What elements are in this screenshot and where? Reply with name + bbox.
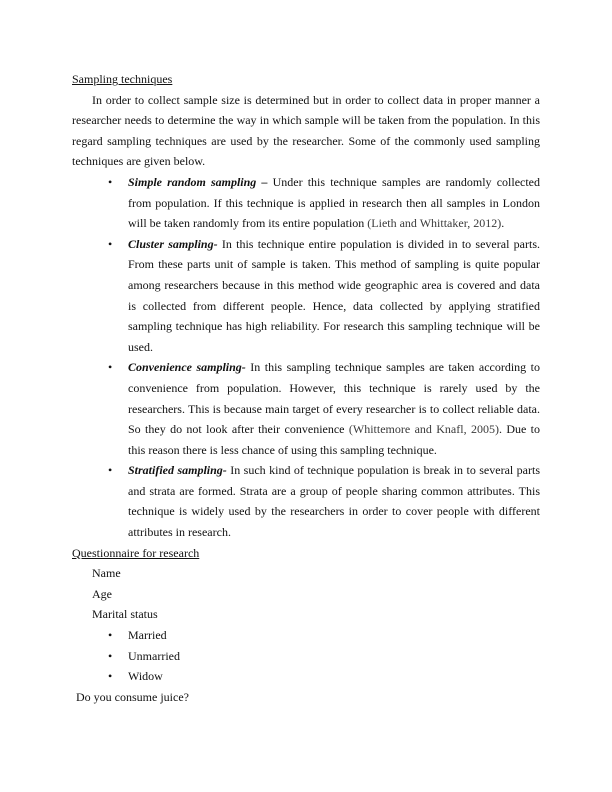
bullet-icon: • — [108, 463, 113, 478]
technique-text-after: . — [501, 216, 505, 231]
questionnaire-heading: Questionnaire for research — [72, 545, 200, 560]
technique-term: Stratified sampling- — [128, 463, 227, 478]
technique-text-after: . Due to this reason there is less chance of using this sampling technique. — [128, 422, 541, 457]
list-item-convenience — [108, 357, 541, 460]
marital-options-list — [72, 625, 540, 687]
technique-text: In this technique entire population is divided in to several parts. From these parts unit of sample is taken. This method of sampling is quite popular among researchers because in this method wide geographic area is covered and data is collected from different people. Hence, data collected by applying stratified sampling technique has high reliability. For research this sampling technique will be used. — [128, 236, 540, 354]
option-label: Married — [128, 628, 167, 643]
list-item-stratified — [108, 460, 541, 542]
page-content — [72, 69, 540, 707]
citation: (Whittemore and Knafl, 2005) — [348, 422, 499, 437]
name-field-label: Name — [92, 566, 121, 581]
sampling-heading: Sampling techniques — [72, 72, 173, 86]
technique-term: Convenience sampling- — [128, 360, 246, 375]
option-widow — [108, 666, 540, 687]
sampling-intro-paragraph: In order to collect sample size is determined but in order to collect data in proper manner a researcher needs to determine the way in which sample will be taken from the population. In this regard sampling techniques are used by the researcher. Some of the commonly used sampling techniques are given below. — [72, 92, 540, 169]
list-item-cluster — [108, 234, 540, 358]
option-married — [108, 625, 540, 646]
juice-question: Do you consume juice? — [76, 689, 189, 704]
sampling-techniques-list — [72, 172, 540, 543]
age-field-label: Age — [92, 586, 112, 601]
bullet-icon: • — [108, 648, 113, 663]
list-item-simple-random — [108, 172, 541, 234]
technique-text: In this sampling technique samples are taken according to convenience from population. However, this technique is rarely used by the researchers. This is because main target of every researcher is to collect reliable data. So they do not look after their convenience — [128, 360, 540, 437]
technique-text: Under this technique samples are randomly collected from population. If this technique is applied in research then all samples in London will be taken randomly from its entire population — [128, 174, 541, 231]
technique-term: Cluster sampling- — [128, 236, 218, 251]
marital-status-label: Marital status — [92, 607, 158, 622]
bullet-icon: • — [108, 236, 113, 251]
bullet-icon: • — [108, 628, 113, 643]
bullet-icon: • — [108, 669, 113, 684]
bullet-icon: • — [108, 174, 113, 189]
bullet-icon: • — [108, 360, 113, 375]
option-unmarried — [108, 646, 540, 667]
option-label: Unmarried — [128, 648, 180, 663]
option-label: Widow — [128, 669, 163, 684]
citation: (Lieth and Whittaker, 2012) — [367, 216, 502, 231]
technique-term: Simple random sampling – — [128, 174, 268, 189]
technique-text: In such kind of technique population is break in to several parts and strata are formed. Strata are a group of people sharing common attributes. This technique is widely used by the researchers in order to cover people with different attributes in research. — [128, 463, 541, 540]
